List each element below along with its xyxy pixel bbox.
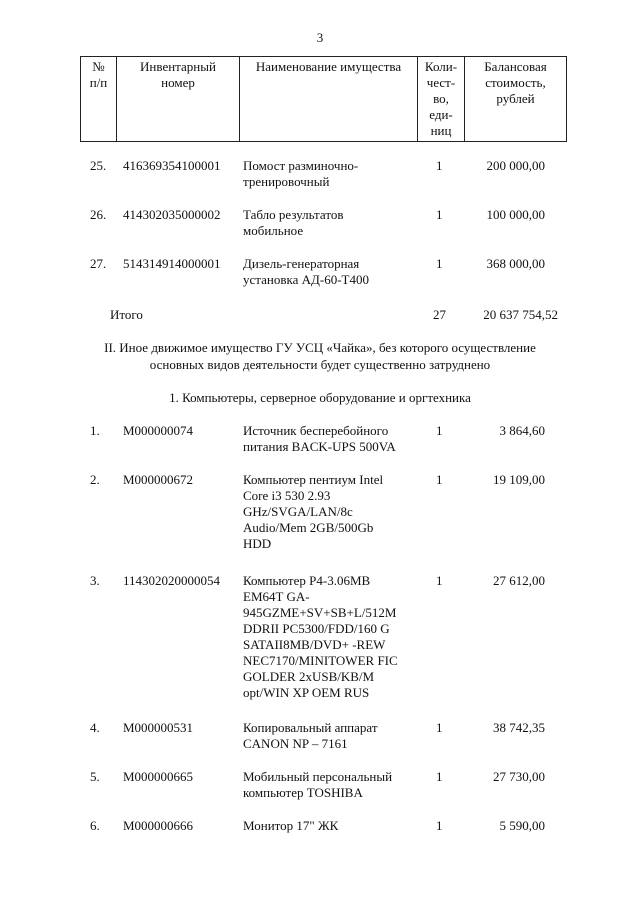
row-value: 27 612,00 [493,573,545,588]
header-value: Балансовая стоимость, рублей [484,59,547,106]
row-qty: 1 [436,720,443,735]
row-inventory: 514314914000001 [123,256,221,271]
row-qty: 1 [436,769,443,784]
row-inventory: M000000672 [123,472,194,487]
row-number: 3. [90,573,100,588]
row-name: Дизель-генераторная установка АД-60-Т400 [243,256,369,287]
total-label: Итого [110,307,143,322]
row-number: 25. [90,158,107,173]
total-qty: 27 [433,307,446,322]
table-header [80,56,567,142]
row-qty: 1 [436,207,443,222]
row-name: Мобильный персональный компьютер TOSHIBA [243,769,393,800]
row-value: 368 000,00 [486,256,545,271]
row-qty: 1 [436,158,443,173]
row-name: Компьютер пентиум Intel Core i3 530 2.93 GHz/SVGA/LAN/8c Audio/Mem 2GB/500Gb HDD [243,472,384,551]
row-inventory: M000000665 [123,769,194,784]
row-qty: 1 [436,256,443,271]
row-inventory: 414302035000002 [123,207,221,222]
row-number: 5. [90,769,100,784]
row-value: 100 000,00 [486,207,545,222]
row-number: 26. [90,207,107,222]
row-name: Компьютер P4-3.06MB EM64T GA- 945GZME+SV+SB+L/512M DDRII PC5300/FDD/160 G SATAII8MB/DVD+ -REW NEC7170/MINITOWER FIC GOLDER 2xUSB/KB/M opt/WIN XP OEM RUS [243,573,398,700]
row-value: 5 590,00 [499,818,545,833]
row-value: 19 109,00 [493,472,545,487]
row-name: Помост разминочно- тренировочный [243,158,359,189]
subsection-title: 1. Компьютеры, серверное оборудование и оргтехника [169,390,471,405]
row-number: 6. [90,818,100,833]
header-num: № п/п [81,57,117,141]
row-number: 1. [90,423,100,438]
row-number: 4. [90,720,100,735]
row-name: Источник бесперебойного питания BACK-UPS 500VA [243,423,396,454]
row-inventory: M000000666 [123,818,194,833]
row-qty: 1 [436,818,443,833]
row-number: 2. [90,472,100,487]
header-name: Наименование имущества [240,57,418,141]
row-inventory: 416369354100001 [123,158,221,173]
row-qty: 1 [436,423,443,438]
row-value: 27 730,00 [493,769,545,784]
row-name: Копировальный аппарат CANON NP – 7161 [243,720,378,751]
page-number: 3 [316,30,324,45]
row-value: 3 864,60 [499,423,545,438]
row-qty: 1 [436,472,443,487]
row-name: Монитор 17" ЖК [243,818,339,833]
row-qty: 1 [436,573,443,588]
row-value: 200 000,00 [486,158,545,173]
row-inventory: M000000074 [123,423,194,438]
header-qty: Коли- чест- во, еди- ниц [418,57,465,141]
row-inventory: 114302020000054 [123,573,221,588]
row-inventory: M000000531 [123,720,194,735]
section-title: II. Иное движимое имущество ГУ УСЦ «Чайка», без которого осуществление основных видов деятельности будет существенно затруднено [104,340,536,372]
row-number: 27. [90,256,107,271]
total-value: 20 637 754,52 [483,307,558,322]
row-name: Табло результатов мобильное [243,207,344,238]
header-inventory: Инвентарный номер [117,57,240,141]
row-value: 38 742,35 [493,720,545,735]
